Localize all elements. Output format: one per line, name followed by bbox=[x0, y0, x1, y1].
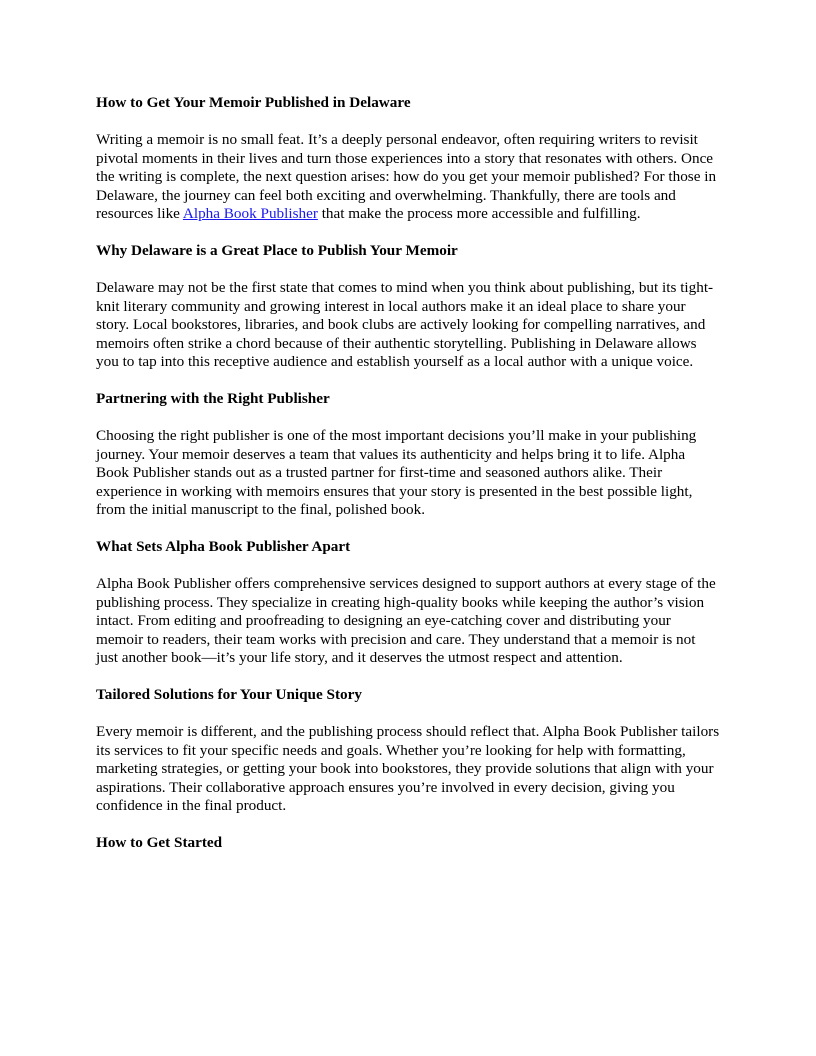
document-title: How to Get Your Memoir Published in Delaware bbox=[96, 94, 411, 111]
section-body-right-publisher: Choosing the right publisher is one of the most important decisions you’ll make in your publishing journey. Your memoir deserves a team that values its authenticity and helps bring it to life. Alpha Book Publisher stands out as a trusted partner for first-time and seasoned authors alike. Their experience in working with memoirs ensures that your story is presented in the best possible light, from the initial manuscript to the final, polished book. bbox=[96, 427, 697, 518]
section-heading-why-delaware: Why Delaware is a Great Place to Publish Your Memoir bbox=[96, 242, 458, 259]
section-heading-sets-apart: What Sets Alpha Book Publisher Apart bbox=[96, 538, 351, 555]
intro-paragraph bbox=[96, 131, 720, 224]
section-body-sets-apart: Alpha Book Publisher offers comprehensive services designed to support authors at every stage of the publishing process. They specialize in creating high-quality books while keeping the author’s vision intact. From editing and proofreading to designing an eye-catching cover and distributing your memoir to readers, their team works with precision and care. They understand that a memoir is not just another book—it’s your life story, and it deserves the utmost respect and attention. bbox=[96, 575, 716, 666]
intro-text-before-link: Writing a memoir is no small feat. It’s a deeply personal endeavor, often requiring writers to revisit pivotal moments in their lives and turn those experiences into a story that resonates with others. Once the writing is complete, the next question arises: how do you get your memoir published? For those in Delaware, the journey can feel both exciting and overwhelming. Thankfully, there are tools and resources like bbox=[96, 131, 717, 222]
section-heading-tailored-solutions: Tailored Solutions for Your Unique Story bbox=[96, 686, 362, 703]
section-heading-get-started: How to Get Started bbox=[96, 834, 223, 851]
section-heading-right-publisher: Partnering with the Right Publisher bbox=[96, 390, 330, 407]
section-body-tailored-solutions: Every memoir is different, and the publishing process should reflect that. Alpha Book Publisher tailors its services to fit your specific needs and goals. Whether you’re looking for help with formatting, marketing strategies, or getting your book into bookstores, they provide solutions that align with your aspirations. Their collaborative approach ensures you’re involved in every decision, giving you confidence in the final product. bbox=[96, 723, 720, 814]
intro-text-after-link: that make the process more accessible and fulfilling. bbox=[317, 205, 641, 222]
section-body-why-delaware: Delaware may not be the first state that comes to mind when you think about publishing, but its tight-knit literary community and growing interest in local authors make it an ideal place to share your story. Local bookstores, libraries, and book clubs are actively looking for compelling narratives, and memoirs often strike a chord because of their authentic storytelling. Publishing in Delaware allows you to tap into this receptive audience and establish yourself as a local author with a unique voice. bbox=[96, 279, 714, 370]
alpha-book-publisher-link[interactable]: Alpha Book Publisher bbox=[182, 205, 318, 222]
